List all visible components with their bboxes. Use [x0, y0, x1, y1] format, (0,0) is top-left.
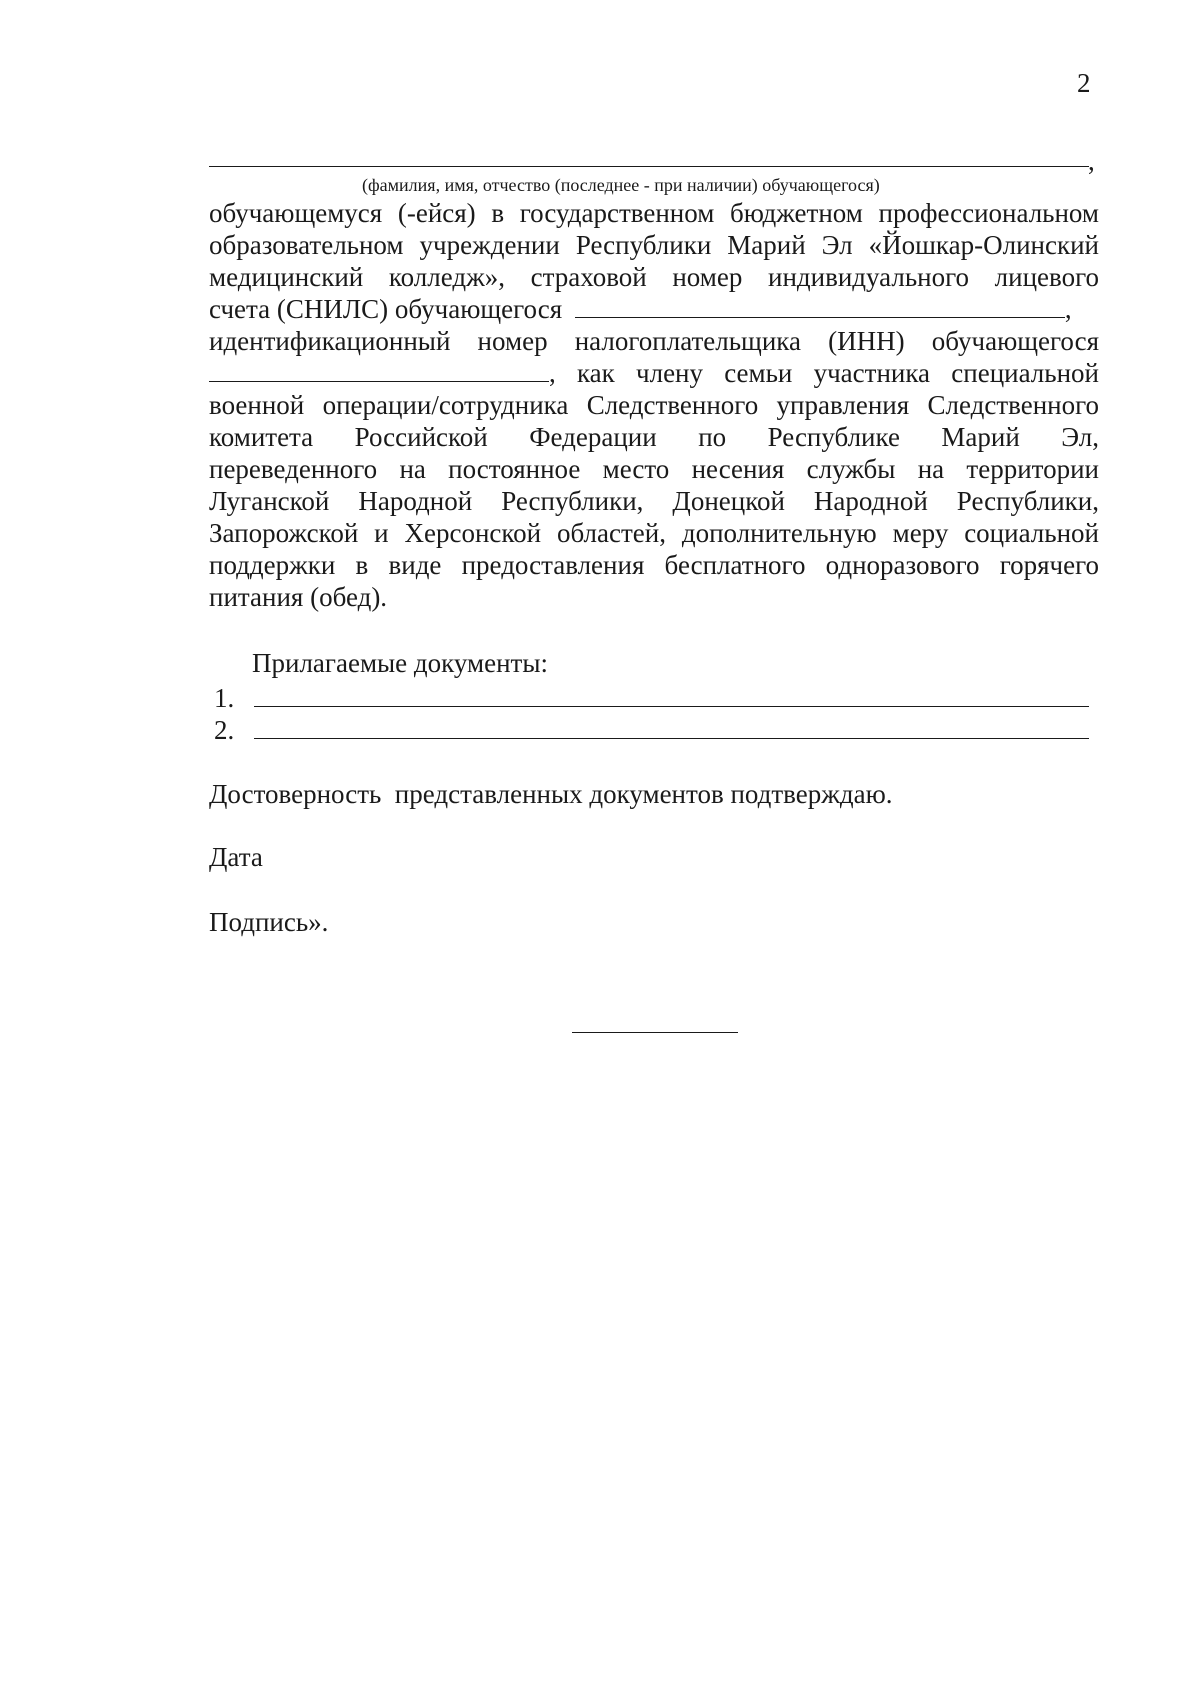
full-name-comma: ,	[1088, 146, 1095, 176]
snils-label: счета (СНИЛС) обучающегося	[209, 294, 563, 324]
attachment-number-1: 1.	[214, 683, 235, 713]
body-line-6-text: , как члену семьи участника специальной	[549, 358, 1099, 388]
body-line-10: Луганской Народной Республики, Донецкой Народной Республики,	[209, 486, 1099, 516]
body-line-9: переведенного на постоянное место несения службы на территории	[209, 454, 1099, 484]
body-line-4	[209, 293, 1099, 325]
full-name-blank-line[interactable]	[209, 166, 1089, 167]
body-line-2: образовательном учреждении Республики Марий Эл «Йошкар-Олинский	[209, 230, 1099, 260]
snils-comma: ,	[1064, 294, 1072, 324]
page-number: 2	[1077, 68, 1091, 98]
body-line-13: питания (обед).	[209, 582, 388, 612]
body-line-8: комитета Российской Федерации по Республике Марий Эл,	[209, 422, 1099, 452]
snils-blank-field[interactable]	[575, 293, 1065, 318]
full-name-caption: (фамилия, имя, отчество (последнее - при наличии) обучающегося)	[362, 175, 880, 195]
attachment-blank-field-1[interactable]	[254, 706, 1089, 707]
body-line-6	[209, 357, 1099, 389]
body-line-5: идентификационный номер налогоплательщика (ИНН) обучающегося	[209, 326, 1099, 356]
body-line-11: Запорожской и Херсонской областей, дополнительную меру социальной	[209, 518, 1099, 548]
date-label: Дата	[209, 842, 263, 872]
attachment-blank-field-2[interactable]	[254, 738, 1089, 739]
attachment-number-2: 2.	[214, 715, 235, 745]
end-of-document-rule	[572, 1032, 738, 1033]
attachments-title: Прилагаемые документы:	[252, 648, 548, 678]
body-line-7: военной операции/сотрудника Следственного управления Следственного	[209, 390, 1099, 420]
inn-blank-field[interactable]	[209, 357, 549, 382]
signature-label: Подпись».	[209, 907, 329, 937]
body-line-12: поддержки в виде предоставления бесплатного одноразового горячего	[209, 550, 1099, 580]
body-line-1: обучающемуся (-ейся) в государственном бюджетном профессиональном	[209, 198, 1099, 228]
body-line-3: медицинский колледж», страховой номер индивидуального лицевого	[209, 262, 1099, 292]
confirmation-text: Достоверность представленных документов подтверждаю.	[209, 779, 893, 809]
